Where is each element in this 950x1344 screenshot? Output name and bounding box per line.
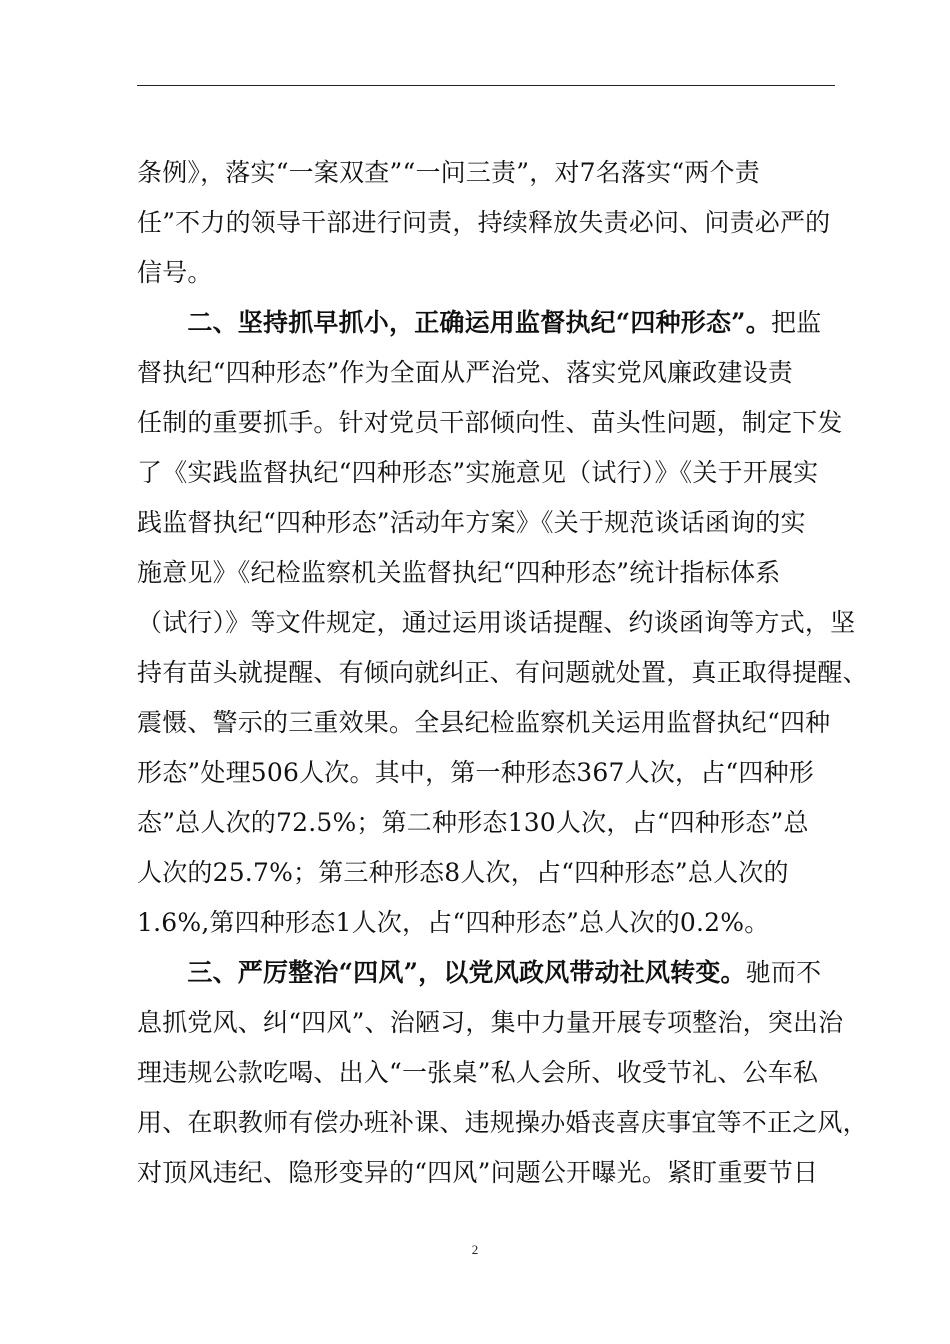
text-line: 任制的重要抓手。针对党员干部倾向性、苗头性问题，制定下发 (137, 408, 843, 437)
text-line: 条例》，落实“一案双查”“一问三责”，对7名落实“两个责 (137, 158, 760, 187)
text-line: 人次的25.7%；第三种形态8人次，占“四种形态”总人次的 (137, 858, 789, 887)
text-line: 持有苗头就提醒、有倾向就纠正、有问题就处置，真正取得提醒、 (137, 658, 868, 687)
text-line: 理违规公款吃喝、出入“一张桌”私人会所、收受节礼、公车私 (137, 1058, 819, 1087)
paragraph-accountability (137, 148, 837, 298)
paragraph-four-winds (137, 948, 868, 1198)
text-line: 形态”处理506人次。其中，第一种形态367人次，占“四种形 (137, 758, 814, 787)
text-line: （试行）》等文件规定，通过运用谈话提醒、约谈函询等方式，坚 (137, 608, 856, 637)
paragraph-four-forms (137, 298, 868, 948)
section-heading-three: 三、严厉整治“四风”，以党风政风带动社风转变。 (137, 958, 746, 987)
document-body (137, 148, 868, 1198)
section-heading-line (137, 948, 837, 998)
section-heading-line (137, 298, 837, 348)
text-line: 对顶风违纪、隐形变异的“四风”问题公开曝光。紧盯重要节日 (137, 1158, 819, 1187)
text-line: 态”总人次的72.5%；第二种形态130人次，占“四种形态”总 (137, 808, 809, 837)
page-number: 2 (471, 1242, 479, 1257)
section-heading-two: 二、坚持抓早抓小，正确运用监督执纪“四种形态”。 (137, 308, 771, 337)
text-line: 督执纪“四种形态”作为全面从严治党、落实党风廉政建设责 (137, 358, 793, 387)
text-run: 驰而不 (745, 958, 822, 987)
text-line: 践监督执纪“四种形态”活动年方案》《关于规范谈话函询的实 (137, 508, 806, 537)
text-line: 用、在职教师有偿办班补课、违规操办婚丧喜庆事宜等不正之风， (137, 1108, 868, 1137)
header-rule (137, 85, 835, 86)
text-line: 施意见》《纪检监察机关监督执纪“四种形态”统计指标体系 (137, 558, 781, 587)
text-line: 震慑、警示的三重效果。全县纪检监察机关运用监督执纪“四种 (137, 708, 831, 737)
text-line: 了《实践监督执纪“四种形态”实施意见（试行）》《关于开展实 (137, 458, 819, 487)
text-line: 信号。 (137, 258, 213, 287)
text-line: 1.6%,第四种形态1人次，占“四种形态”总人次的0.2%。 (137, 908, 770, 937)
text-line: 息抓党风、纠“四风”、治陋习，集中力量开展专项整治，突出治 (137, 1008, 844, 1037)
text-run: 把监 (770, 308, 822, 337)
text-line: 任”不力的领导干部进行问责，持续释放失责必问、问责必严的 (137, 208, 831, 237)
